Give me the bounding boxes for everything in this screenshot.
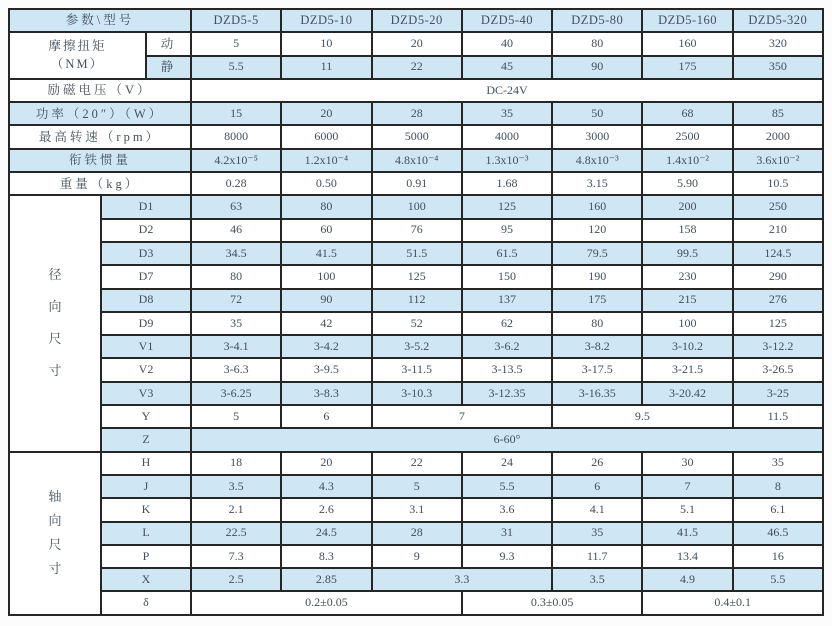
data-cell: 1.68 [462,172,552,195]
data-cell: 210 [733,219,823,242]
data-cell: 0.50 [281,172,371,195]
model-header: DZD5-40 [462,9,552,32]
data-cell: 3-25 [733,382,823,405]
data-cell: 190 [552,265,642,288]
data-cell: 90 [281,289,371,312]
model-header: DZD5-10 [281,9,371,32]
data-cell: 50 [552,102,642,125]
data-cell: 35 [552,522,642,545]
data-cell: 1.2x10⁻⁴ [281,149,371,172]
row-y [9,405,823,428]
data-cell: 158 [642,219,732,242]
row-d3 [9,242,823,265]
data-cell: 6.1 [733,498,823,521]
data-cell: 10.5 [733,172,823,195]
data-cell: 28 [372,522,462,545]
row-k [9,498,823,521]
data-cell: 2.5 [191,568,281,591]
data-cell: 1.4x10⁻² [642,149,732,172]
data-cell: 3-12.35 [462,382,552,405]
data-cell: 320 [733,32,823,55]
data-cell: 150 [462,265,552,288]
data-cell: 11.5 [733,405,823,428]
data-cell: 24.5 [281,522,371,545]
data-cell: 41.5 [642,522,732,545]
data-cell-merged: 0.3±0.05 [462,591,643,615]
row-h [9,452,823,475]
param-name: D8 [101,289,191,312]
data-cell: 31 [462,522,552,545]
param-name: P [101,545,191,568]
model-header: DZD5-80 [552,9,642,32]
data-cell: 0.91 [372,172,462,195]
data-cell: 3-6.2 [462,335,552,358]
data-cell: 2.85 [281,568,371,591]
param-name: Z [101,428,191,451]
data-cell: 41.5 [281,242,371,265]
data-cell: 8 [733,475,823,498]
friction-label-line2: （NM） [50,56,105,71]
row-d9 [9,312,823,335]
power-row [9,102,823,125]
data-cell: 125 [733,312,823,335]
data-cell: 40 [462,32,552,55]
param-name: X [101,568,191,591]
data-cell: 61.5 [462,242,552,265]
data-cell: 5.90 [642,172,732,195]
data-cell: 124.5 [733,242,823,265]
data-cell: 3-8.2 [552,335,642,358]
data-cell: 4.8x10⁻³ [552,149,642,172]
data-cell: 290 [733,265,823,288]
row-d1 [9,195,823,218]
data-cell-merged: 6-60° [191,428,823,451]
data-cell: 4.9 [642,568,732,591]
data-cell: 3-20.42 [642,382,732,405]
data-cell: 13.4 [642,545,732,568]
data-cell: 46.5 [733,522,823,545]
data-cell: 80 [281,195,371,218]
corner-header: 参数\型号 [9,9,191,32]
weight-label: 重量（kg） [9,172,191,195]
data-cell: 62 [462,312,552,335]
data-cell: 3000 [552,125,642,148]
data-cell: 79.5 [552,242,642,265]
data-cell: 8.3 [281,545,371,568]
data-cell: 125 [462,195,552,218]
data-cell: 45 [462,56,552,79]
data-cell: 0.28 [191,172,281,195]
data-cell: 99.5 [642,242,732,265]
data-cell: 20 [281,102,371,125]
data-cell: 22.5 [191,522,281,545]
data-cell: 120 [552,219,642,242]
data-cell: 4.2x10⁻⁵ [191,149,281,172]
group-char: 向 [48,299,62,315]
data-cell: 35 [733,452,823,475]
group-char: 径 [48,267,62,283]
data-cell: 3.6x10⁻² [733,149,823,172]
data-cell: 3-6.25 [191,382,281,405]
data-cell: 24 [462,452,552,475]
data-cell: 5.1 [642,498,732,521]
data-cell: 52 [372,312,462,335]
data-cell: 3.15 [552,172,642,195]
data-cell: 72 [191,289,281,312]
data-cell: 5.5 [462,475,552,498]
data-cell: 18 [191,452,281,475]
row-d7 [9,265,823,288]
data-cell: 3-9.5 [281,358,371,381]
data-cell: 5 [372,475,462,498]
voltage-row [9,79,823,102]
model-header: DZD5-5 [191,9,281,32]
data-cell: 11.7 [552,545,642,568]
data-cell: 42 [281,312,371,335]
data-cell: 20 [281,452,371,475]
data-cell: 175 [552,289,642,312]
data-cell: 350 [733,56,823,79]
data-cell: 2000 [733,125,823,148]
row-v1 [9,335,823,358]
data-cell: 26 [552,452,642,475]
param-name: L [101,522,191,545]
data-cell: 34.5 [191,242,281,265]
row-v2 [9,358,823,381]
param-name: Y [101,405,191,428]
param-name: D7 [101,265,191,288]
data-cell-merged: 0.2±0.05 [191,591,462,615]
row-l [9,522,823,545]
param-name: D2 [101,219,191,242]
data-cell: 100 [372,195,462,218]
data-cell: 22 [372,452,462,475]
voltage-value: DC-24V [191,79,823,102]
param-name: V2 [101,358,191,381]
group-char: 寸 [48,362,62,378]
data-cell: 80 [552,312,642,335]
data-cell: 3-21.5 [642,358,732,381]
data-cell: 3-13.5 [462,358,552,381]
data-cell: 3-10.2 [642,335,732,358]
data-cell: 7 [642,475,732,498]
data-cell: 28 [372,102,462,125]
axial-group-label [9,452,101,615]
param-name: V1 [101,335,191,358]
data-cell: 3-6.3 [191,358,281,381]
data-cell: 175 [642,56,732,79]
data-cell: 76 [372,219,462,242]
data-cell: 85 [733,102,823,125]
data-cell: 112 [372,289,462,312]
row-j [9,475,823,498]
data-cell: 1.3x10⁻³ [462,149,552,172]
data-cell: 63 [191,195,281,218]
speed-label: 最高转速（rpm） [9,125,191,148]
data-cell: 6 [552,475,642,498]
data-cell: 3-4.2 [281,335,371,358]
data-cell: 137 [462,289,552,312]
power-label: 功率（20″）（W） [9,102,191,125]
model-header: DZD5-20 [372,9,462,32]
row-p [9,545,823,568]
param-name: δ [101,591,191,615]
data-cell: 2500 [642,125,732,148]
data-cell: 160 [642,32,732,55]
data-cell: 80 [191,265,281,288]
friction-label-line1: 摩擦扭矩 [48,39,107,54]
data-cell: 160 [552,195,642,218]
param-name: D9 [101,312,191,335]
data-cell: 6000 [281,125,371,148]
data-cell: 250 [733,195,823,218]
voltage-label: 励磁电压（V） [9,79,191,102]
data-cell: 6 [281,405,371,428]
group-char: 尺 [48,536,62,552]
data-cell: 95 [462,219,552,242]
data-cell: 15 [191,102,281,125]
data-cell: 3-11.5 [372,358,462,381]
data-cell-merged: 9.5 [552,405,733,428]
data-cell: 30 [642,452,732,475]
data-cell: 3-8.3 [281,382,371,405]
data-cell: 68 [642,102,732,125]
data-cell: 2.6 [281,498,371,521]
data-cell: 20 [372,32,462,55]
model-header: DZD5-160 [642,9,732,32]
data-cell-merged: 3.3 [372,568,553,591]
data-cell: 215 [642,289,732,312]
data-cell: 5 [191,32,281,55]
group-char: 向 [48,512,62,528]
data-cell: 5.5 [733,568,823,591]
friction-label [9,32,146,79]
row-delta [9,591,823,615]
param-name: D3 [101,242,191,265]
param-name: K [101,498,191,521]
param-name: D1 [101,195,191,218]
data-cell: 100 [281,265,371,288]
data-cell: 60 [281,219,371,242]
data-cell: 3-10.3 [372,382,462,405]
data-cell: 4.1 [552,498,642,521]
inertia-row [9,149,823,172]
inertia-label: 衔铁惯量 [9,149,191,172]
param-name: V3 [101,382,191,405]
data-cell: 3.5 [191,475,281,498]
data-cell: 3-4.1 [191,335,281,358]
data-cell: 3.1 [372,498,462,521]
data-cell-merged: 7 [372,405,553,428]
data-cell: 3-12.2 [733,335,823,358]
data-cell: 276 [733,289,823,312]
spec-table [8,8,824,616]
data-cell: 4000 [462,125,552,148]
data-cell: 7.3 [191,545,281,568]
data-cell: 5 [191,405,281,428]
data-cell: 51.5 [372,242,462,265]
row-v3 [9,382,823,405]
data-cell: 80 [552,32,642,55]
row-x [9,568,823,591]
data-cell: 5.5 [191,56,281,79]
data-cell: 22 [372,56,462,79]
row-d8 [9,289,823,312]
data-cell: 230 [642,265,732,288]
data-cell: 2.1 [191,498,281,521]
data-cell: 4.8x10⁻⁴ [372,149,462,172]
dynamic-label: 动 [146,32,191,55]
data-cell-merged: 0.4±0.1 [642,591,823,615]
group-char: 尺 [48,331,62,346]
data-cell: 9 [372,545,462,568]
data-cell: 90 [552,56,642,79]
data-cell: 3.5 [552,568,642,591]
weight-row [9,172,823,195]
data-cell: 3-5.2 [372,335,462,358]
data-cell: 11 [281,56,371,79]
model-header: DZD5-320 [733,9,823,32]
data-cell: 4.3 [281,475,371,498]
data-cell: 8000 [191,125,281,148]
param-name: H [101,452,191,475]
data-cell: 9.3 [462,545,552,568]
static-label: 静 [146,56,191,79]
data-cell: 3-17.5 [552,358,642,381]
row-d2 [9,219,823,242]
data-cell: 100 [642,312,732,335]
group-char: 寸 [48,560,62,576]
row-z [9,428,823,451]
data-cell: 3-16.35 [552,382,642,405]
data-cell: 35 [191,312,281,335]
data-cell: 200 [642,195,732,218]
data-cell: 5000 [372,125,462,148]
radial-group-label [9,195,101,451]
header-row [9,9,823,32]
data-cell: 3-26.5 [733,358,823,381]
data-cell: 35 [462,102,552,125]
friction-dynamic-row [9,32,823,55]
data-cell: 10 [281,32,371,55]
data-cell: 3.6 [462,498,552,521]
data-cell: 16 [733,545,823,568]
data-cell: 125 [372,265,462,288]
speed-row [9,125,823,148]
param-name: J [101,475,191,498]
group-char: 轴 [48,488,62,504]
data-cell: 46 [191,219,281,242]
